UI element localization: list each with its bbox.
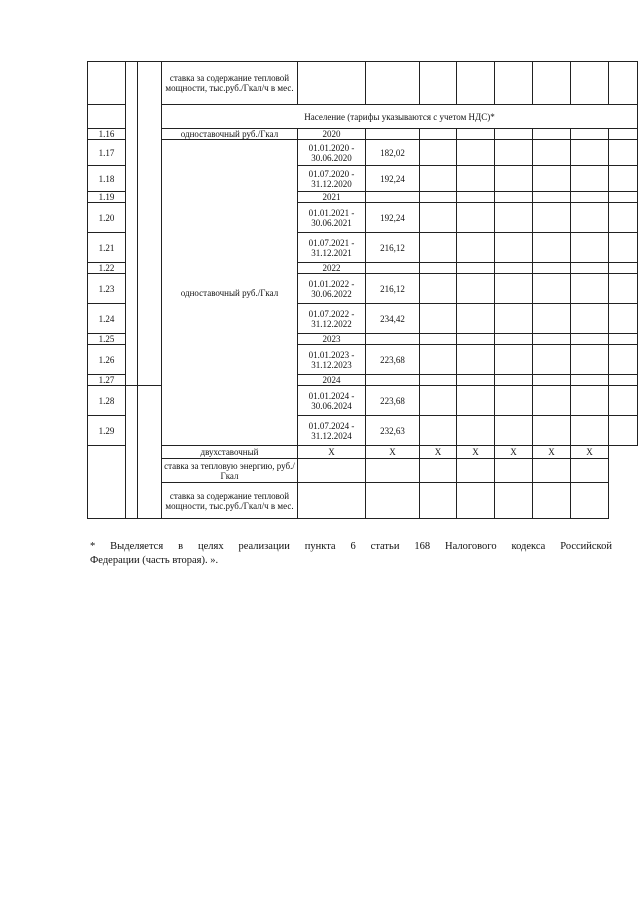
mark-cell: X [495, 446, 533, 459]
row-number: 1.27 [88, 375, 126, 386]
year-cell: 2023 [298, 334, 366, 345]
mark-cell: X [298, 446, 366, 459]
value-cell: 223,68 [366, 386, 420, 416]
year-cell: 2022 [298, 263, 366, 274]
period-cell: 01.01.2022 - 30.06.2022 [298, 274, 366, 304]
row-number: 1.22 [88, 263, 126, 274]
empty-cell [138, 386, 162, 519]
table-row [88, 62, 638, 105]
energy-rate-label: ставка за тепловую энергию, руб./Гкал [162, 459, 298, 483]
row-number: 1.25 [88, 334, 126, 345]
row-number: 1.28 [88, 386, 126, 416]
year-cell: 2021 [298, 192, 366, 203]
section-title: Население (тарифы указываются с учетом НДС)* [162, 105, 638, 129]
row-number: 1.23 [88, 274, 126, 304]
mark-cell: X [366, 446, 420, 459]
period-cell: 01.07.2022 - 31.12.2022 [298, 304, 366, 334]
footnote-line-2: Федерации (часть вторая). ». [90, 555, 219, 566]
value-cell: 232,63 [366, 416, 420, 446]
empty-cell [126, 62, 138, 386]
tariff-type-label: одноставочный руб./Гкал [162, 129, 298, 140]
row-number: 1.29 [88, 416, 126, 446]
row-number: 1.17 [88, 140, 126, 166]
period-cell: 01.01.2023 - 31.12.2023 [298, 345, 366, 375]
period-cell: 01.07.2024 - 31.12.2024 [298, 416, 366, 446]
two-rate-label: двухставочный [162, 446, 298, 459]
value-cell: 216,12 [366, 233, 420, 263]
period-cell: 01.07.2021 - 31.12.2021 [298, 233, 366, 263]
year-cell: 2020 [298, 129, 366, 140]
footnote [90, 540, 612, 568]
rate-header-cell: ставка за содержание тепловой мощности, тыс.руб./Гкал/ч в мес. [162, 62, 298, 105]
value-cell: 223,68 [366, 345, 420, 375]
row-number: 1.26 [88, 345, 126, 375]
empty-cell [126, 386, 138, 519]
period-cell: 01.01.2024 - 30.06.2024 [298, 386, 366, 416]
value-cell: 182,02 [366, 140, 420, 166]
value-cell: 216,12 [366, 274, 420, 304]
empty-cell [88, 105, 126, 129]
tariff-table [87, 61, 638, 519]
table-row [88, 446, 638, 459]
value-cell: 234,42 [366, 304, 420, 334]
empty-cell [88, 446, 126, 519]
row-number: 1.24 [88, 304, 126, 334]
row-number: 1.16 [88, 129, 126, 140]
tariff-type-label: одноставочный руб./Гкал [162, 140, 298, 446]
row-number: 1.20 [88, 203, 126, 233]
mark-cell: X [571, 446, 609, 459]
period-cell: 01.07.2020 - 31.12.2020 [298, 166, 366, 192]
value-cell: 192,24 [366, 166, 420, 192]
row-number: 1.21 [88, 233, 126, 263]
row-number: 1.19 [88, 192, 126, 203]
value-cell: 192,24 [366, 203, 420, 233]
table-row [88, 129, 638, 140]
table-row [88, 483, 638, 519]
empty-cell [88, 62, 126, 105]
footnote-line-1: * Выделяется в целях реализации пункта 6 статьи 168 Налогового кодекса Российской [90, 541, 612, 552]
mark-cell: X [420, 446, 457, 459]
table-row [88, 105, 638, 129]
table-row [88, 140, 638, 166]
mark-cell: X [533, 446, 571, 459]
year-cell: 2024 [298, 375, 366, 386]
period-cell: 01.01.2020 - 30.06.2020 [298, 140, 366, 166]
row-number: 1.18 [88, 166, 126, 192]
table-row [88, 459, 638, 483]
mark-cell: X [457, 446, 495, 459]
period-cell: 01.01.2021 - 30.06.2021 [298, 203, 366, 233]
capacity-rate-label: ставка за содержание тепловой мощности, тыс.руб./Гкал/ч в мес. [162, 483, 298, 519]
empty-cell [138, 62, 162, 386]
